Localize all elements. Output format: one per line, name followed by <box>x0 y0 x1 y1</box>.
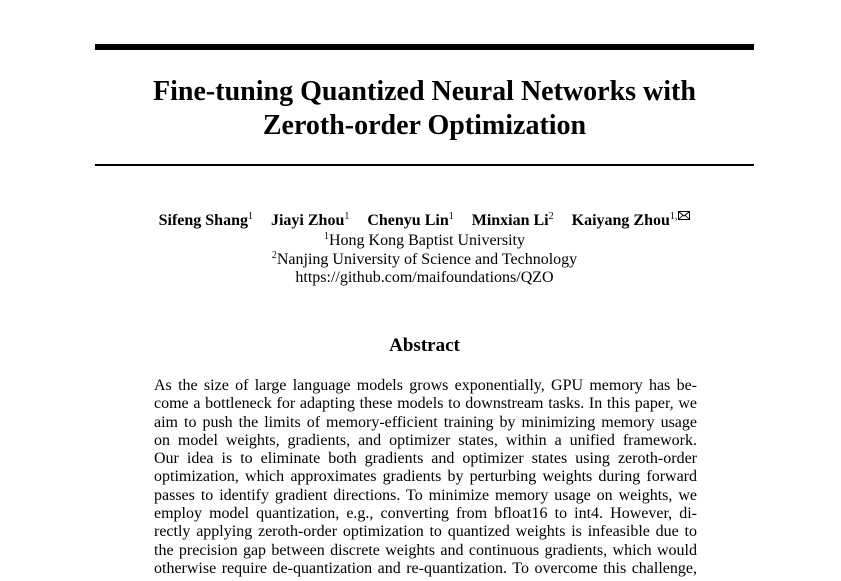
abstract-line: otherwise require de-quantization and re-quantization. To overcome this challenge, <box>154 559 697 577</box>
title-line-2: Zeroth-order Optimization <box>262 110 587 141</box>
author-affiliation-mark: 1 <box>344 211 350 222</box>
author-name: Chenyu Lin <box>367 212 449 229</box>
abstract-line: on model weights, gradients, and optimizer states, within a unified framework. <box>154 431 697 449</box>
abstract-line: optimization, which approximates gradients by perturbing weights during forward <box>154 468 697 486</box>
abstract-line: As the size of large language models grows exponentially, GPU memory has be- <box>154 377 697 394</box>
affiliation-name: Nanjing University of Science and Technology <box>276 251 578 268</box>
author <box>367 211 453 231</box>
abstract-line: employ model quantization, e.g., converting from bfloat16 to int4. However, di- <box>154 505 697 523</box>
title-top-rule <box>95 44 754 50</box>
author-name: Minxian Li <box>471 212 549 229</box>
abstract-line: come a bottleneck for adapting these models to downstream tasks. In this paper, we <box>154 395 697 413</box>
author-affiliation-mark: 1 <box>448 211 454 222</box>
paper-title <box>95 75 754 143</box>
envelope-icon <box>678 211 690 220</box>
author-name: Kaiyang Zhou <box>571 212 670 229</box>
abstract-body <box>154 377 697 578</box>
abstract-line: rectly applying zeroth-order optimization to quantized weights is infeasible due to <box>154 523 697 541</box>
abstract-heading: Abstract <box>389 335 460 356</box>
author-affiliation-mark: 1 <box>247 211 253 222</box>
author-affiliation-mark: 1, <box>669 211 678 222</box>
author <box>271 211 349 231</box>
repo-link[interactable]: https://github.com/maifoundations/QZO <box>295 269 554 286</box>
abstract-line: Our idea is to eliminate both gradients and optimizer states using zeroth-order <box>154 450 697 468</box>
author-name: Sifeng Shang <box>158 212 248 229</box>
author-affiliation-mark: 2 <box>548 211 554 222</box>
affiliation-2 <box>95 250 754 269</box>
abstract-line: the precision gap between discrete weights and continuous gradients, which would <box>154 541 697 559</box>
abstract-line: passes to identify gradient directions. To minimize memory usage on weights, we <box>154 486 697 504</box>
author <box>472 211 554 231</box>
author <box>572 211 691 231</box>
author-list <box>95 211 754 231</box>
affiliation-mark: 2 <box>271 250 277 261</box>
affiliation-mark: 1 <box>324 231 329 242</box>
affiliation-name: Hong Kong Baptist University <box>329 232 525 249</box>
author-name: Jiayi Zhou <box>270 212 345 229</box>
title-line-1: Fine-tuning Quantized Neural Networks with <box>153 76 696 107</box>
affiliation-1 <box>95 231 754 250</box>
author <box>159 211 253 231</box>
title-bottom-rule <box>95 164 754 166</box>
abstract-line: aim to push the limits of memory-efficient training by minimizing memory usage <box>154 413 697 431</box>
